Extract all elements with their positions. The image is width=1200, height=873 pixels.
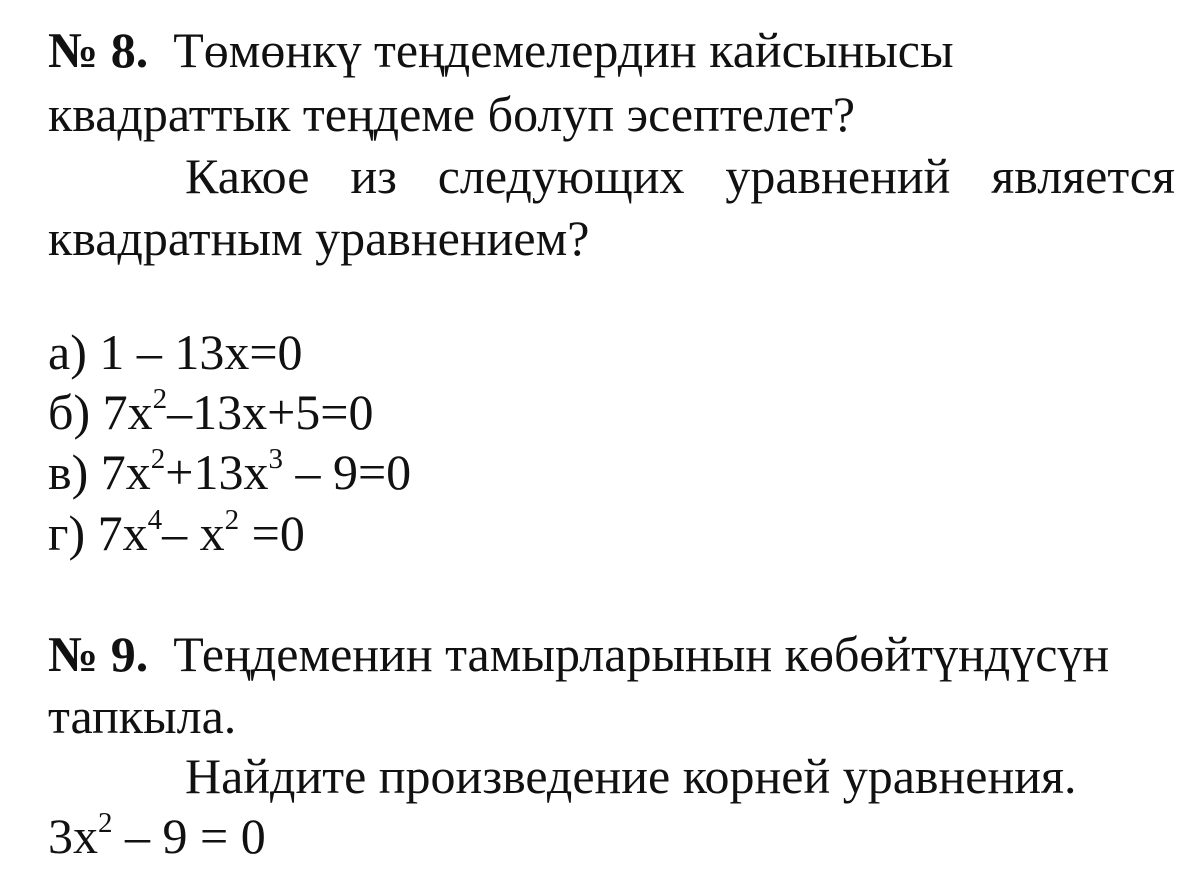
task8-option-a	[48, 322, 303, 382]
option-v-equation: $7x^2+13x^3 - 9=0$	[100, 443, 412, 500]
task9-kyrgyz-text-1: Теңдеменин тамырларынын көбөйтүндүсүн	[173, 626, 1110, 682]
option-a-label: а)	[48, 324, 87, 380]
task9-number: № 9.	[48, 626, 149, 682]
task8-russian-line-2: квадратным уравнением?	[48, 210, 590, 266]
option-g-equation: $7x^4-$ $x^2 =0$	[97, 504, 305, 561]
option-v-label: в)	[48, 444, 89, 500]
task9-equation: $3x^2 - 9 = 0$	[48, 807, 266, 864]
task8-number: № 8.	[48, 22, 149, 78]
task8-option-b	[48, 382, 374, 442]
task8-russian-line-1: Какое из следующих уравнений является	[185, 148, 1175, 204]
task8-kyrgyz-text-1: Төмөнкү теңдемелердин кайсынысы	[173, 22, 954, 78]
task9-kyrgyz-line-1	[48, 624, 1109, 684]
task8-kyrgyz-line-2: квадраттык теңдеме болуп эсептелет?	[48, 86, 856, 142]
option-b-label: б)	[48, 384, 91, 440]
task9-kyrgyz-line-2: тапкыла.	[48, 688, 237, 744]
task9-russian-line-1: Найдите произведение корней уравнения.	[185, 748, 1077, 804]
task8-option-v	[48, 442, 411, 502]
option-g-label: г)	[48, 505, 86, 561]
task8-option-g	[48, 503, 305, 563]
task8-kyrgyz-line-1	[48, 20, 954, 80]
option-a-equation: 1 – 13x=0	[99, 324, 303, 380]
option-b-equation: $7x^2-13x+5=0$	[102, 383, 374, 440]
